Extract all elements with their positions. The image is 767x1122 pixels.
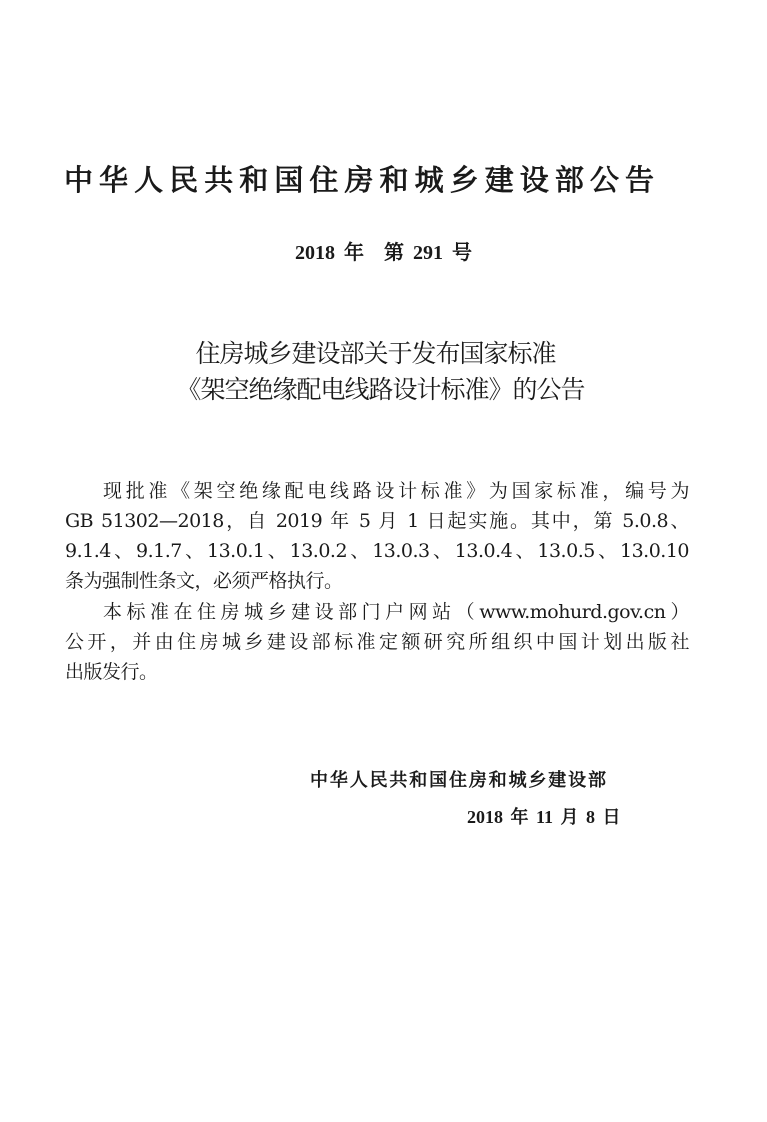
body-paragraph-1-line: 9.1.4、9.1.7、13.0.1、13.0.2、13.0.3、13.0.4、13.0.5、13.0.10 (65, 540, 689, 562)
subject-line-1: 住房城乡建设部关于发布国家标准 (195, 339, 556, 368)
body-paragraph-2-line: 公开，并由住房城乡建设部标准定额研究所组织中国计划出版社 (65, 631, 689, 653)
body-paragraph-1-line: 条为强制性条文，必须严格执行。 (65, 570, 343, 592)
signature-organization: 中华人民共和国住房和城乡建设部 (310, 770, 606, 791)
subject-line-2: 《架空绝缘配电线路设计标准》的公告 (176, 375, 585, 404)
issue-number: 2018 年 第 291 号 (295, 242, 472, 264)
body-paragraph-1-line: GB 51302—2018，自 2019 年 5 月 1 日起实施。其中，第 5.0.8、 (65, 510, 689, 532)
body-paragraph-2-line: 本标准在住房城乡建设部门户网站（www.mohurd.gov.cn） (103, 601, 689, 623)
body-paragraph-2-line: 出版发行。 (65, 661, 158, 683)
signature-date: 2018 年 11 月 8 日 (467, 807, 621, 827)
body-paragraph-1-line: 现批准《架空绝缘配电线路设计标准》为国家标准，编号为 (103, 480, 689, 502)
announcement-title: 中华人民共和国住房和城乡建设部公告 (64, 163, 654, 197)
